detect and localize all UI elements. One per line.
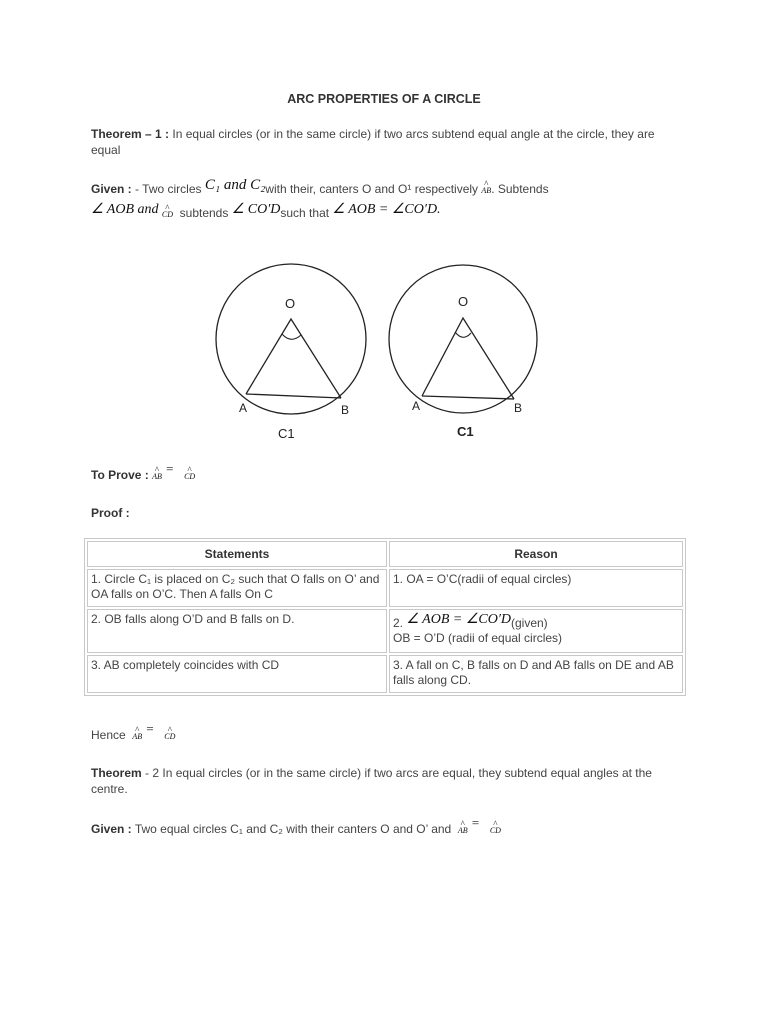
given-1-angle-aob: ∠ AOB and: [91, 202, 159, 217]
hence-arc-cd: ^ CD: [164, 726, 175, 741]
given-1-angle-cod: ∠ CO′D: [231, 202, 281, 217]
given-1-circles-math: C₁ and C₂: [204, 177, 266, 193]
right-label-a: A: [412, 399, 421, 413]
theorem-1-label: Theorem – 1 :: [91, 127, 170, 141]
theorem-2-label: Theorem: [91, 766, 142, 780]
header-statements: Statements: [87, 541, 387, 567]
right-triangle-sides: [422, 318, 514, 399]
given-1-line-2: [91, 204, 441, 222]
given-1-text-e: such that: [280, 206, 330, 220]
right-caption: C1: [457, 424, 474, 439]
statement-cell: 3. AB completely coincides with CD: [87, 655, 387, 693]
statement-cell: 2. OB falls along O’D and B falls on D.: [87, 609, 387, 653]
theorem-1-text: In equal circles (or in the same circle) if two arcs subtend equal angle at the circle, they are equal: [91, 127, 655, 157]
theorem-2: [91, 765, 681, 797]
given-2-equals: =: [471, 815, 480, 830]
theorem-2-text: In equal circles (or in the same circle) if two arcs are equal, they subtend equal angles at the centre.: [91, 766, 652, 796]
table-row: [87, 655, 683, 693]
given-1-equality: ∠ AOB = ∠CO′D.: [332, 202, 441, 217]
reason-angle-math: ∠ AOB = ∠CO′D: [406, 612, 511, 627]
left-angle-arc: [282, 334, 301, 339]
given-1-text-a: - Two circles: [135, 182, 202, 196]
to-prove-arc-cd: ^ CD: [184, 466, 195, 481]
given-2-label: Given :: [91, 822, 132, 836]
given-1-arc-ab: ^ AB: [481, 180, 491, 195]
to-prove-label: To Prove :: [91, 468, 149, 482]
reason-cell: 3. A fall on C, B falls on D and AB falls on DE and AB falls along CD.: [389, 655, 683, 693]
given-1-text-d: subtends: [179, 206, 229, 220]
given-2-text: Two equal circles C₁ and C₂ with their canters O and O’ and: [134, 822, 452, 836]
hence-arc-ab: ^ AB: [132, 726, 142, 741]
reason-cell: [389, 609, 683, 653]
hence-equals: =: [145, 721, 155, 736]
left-label-o: O: [285, 296, 296, 311]
right-label-b: B: [514, 401, 523, 415]
left-label-b: B: [341, 403, 350, 417]
table-row: [87, 569, 683, 607]
right-chord-ab: [422, 396, 514, 399]
to-prove-arc-ab: ^ AB: [152, 466, 162, 481]
right-label-o: O: [458, 294, 469, 309]
hence-label: Hence: [91, 728, 126, 742]
given-2-arc-ab: ^ AB: [458, 820, 468, 835]
to-prove-equals: =: [165, 461, 175, 476]
right-angle-arc: [455, 332, 471, 337]
left-caption: C1: [278, 426, 295, 441]
given-1-arc-cd: ^ CD: [162, 204, 173, 219]
left-circle-figure: [216, 264, 366, 441]
reason-prefix: 2.: [393, 616, 404, 630]
hence-line: [91, 721, 176, 743]
header-reason: Reason: [389, 541, 683, 567]
proof-table: [84, 538, 686, 696]
given-1-line-1: [91, 177, 549, 198]
table-row: [87, 609, 683, 653]
given-1-text-b: with their, canters O and O¹ respectively: [265, 182, 479, 196]
given-2-line: [91, 815, 501, 837]
table-header-row: [87, 541, 683, 567]
two-circles-diagram: [200, 246, 570, 446]
right-circle: [389, 265, 537, 413]
given-2-arc-cd: ^ CD: [490, 820, 501, 835]
page-title: ARC PROPERTIES OF A CIRCLE: [287, 92, 481, 106]
left-triangle-sides: [246, 319, 341, 398]
left-chord-ab: [246, 394, 341, 398]
proof-label: Proof :: [91, 506, 130, 520]
reason-cell: 1. OA = O’C(radii of equal circles): [389, 569, 683, 607]
theorem-2-number: - 2: [145, 766, 160, 780]
given-1-label: Given :: [91, 182, 132, 196]
reason-line-2: OB = O’D (radii of equal circles): [393, 631, 563, 645]
to-prove-line: [91, 461, 196, 483]
theorem-1: [91, 126, 681, 158]
reason-suffix: (given): [511, 616, 548, 630]
right-circle-figure: [389, 265, 537, 439]
statement-cell: 1. Circle C₁ is placed on C₂ such that O falls on O’ and OA falls on O’C. Then A falls On C: [87, 569, 387, 607]
left-label-a: A: [239, 401, 248, 415]
given-1-text-c: . Subtends: [491, 182, 549, 196]
